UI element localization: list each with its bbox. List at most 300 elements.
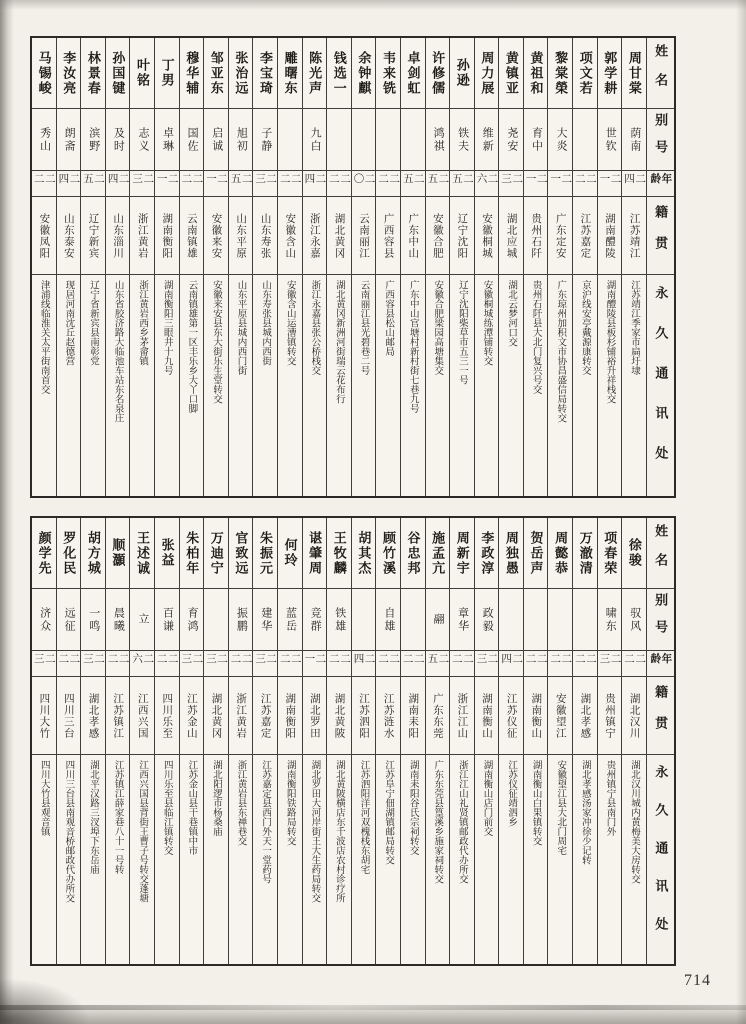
person-native-place: 湖北黄冈 <box>204 676 228 754</box>
person-alias <box>499 588 523 650</box>
person-native-place: 安徽合肥 <box>426 196 450 274</box>
person-column <box>326 518 351 964</box>
person-age: 二二 <box>278 650 302 676</box>
person-alias: 国佐 <box>180 108 204 170</box>
person-column <box>277 518 302 964</box>
person-age: 二三 <box>253 170 277 196</box>
person-alias <box>352 588 376 650</box>
person-address: 贵州石阡县大北门复兴号交 <box>524 274 548 496</box>
person-address: 湖北黄冈新洲河街瑞云花布行 <box>327 274 351 496</box>
person-alias: 蓝岳 <box>278 588 302 650</box>
person-column <box>32 518 56 964</box>
person-age: 二三 <box>180 650 204 676</box>
person-native-place: 江苏靖江 <box>622 196 646 274</box>
person-address: 浙江江山礼贤镇邮政代办所交 <box>450 754 474 964</box>
person-age: 二二 <box>278 170 302 196</box>
person-native-place: 湖北汉川 <box>622 676 646 754</box>
person-age: 二三 <box>253 650 277 676</box>
person-address: 江苏泗阳洋河双槐栈东胡宅 <box>352 754 376 964</box>
person-native-place: 山东平原 <box>229 196 253 274</box>
person-native-place: 江苏涟水 <box>376 676 400 754</box>
person-column <box>252 38 277 496</box>
person-age: 二一 <box>524 170 548 196</box>
person-column <box>597 518 622 964</box>
person-name: 王述诚 <box>135 530 150 576</box>
person-alias <box>352 108 376 170</box>
person-age: 二二 <box>401 650 425 676</box>
person-name: 卓剑虹 <box>405 50 421 96</box>
person-name: 马锡峻 <box>36 50 52 96</box>
person-native-place: 江西兴国 <box>130 676 154 754</box>
person-age: 二二 <box>327 650 351 676</box>
scan-edge-top <box>0 0 746 10</box>
person-native-place: 广西容县 <box>376 196 400 274</box>
person-alias: 大炎 <box>548 108 572 170</box>
header-native-place-label: 籍贯 <box>647 676 674 754</box>
person-native-place: 湖北孝感 <box>81 676 105 754</box>
person-age: 二二 <box>106 650 130 676</box>
person-age: 二二 <box>376 650 400 676</box>
person-address: 湖南醴陵县板杉铺裕升祥栈交 <box>598 274 622 496</box>
person-age: 二二 <box>450 650 474 676</box>
person-alias: 育中 <box>524 108 548 170</box>
person-age: 二二 <box>155 650 179 676</box>
person-column <box>302 518 327 964</box>
person-name: 官致远 <box>233 530 249 576</box>
person-address: 津浦线临淮关太平街南首交 <box>32 274 56 496</box>
person-alias: 荫南 <box>622 108 646 170</box>
person-age: 二二 <box>32 170 56 196</box>
person-name: 周力展 <box>479 50 495 96</box>
person-age: 二五 <box>81 170 105 196</box>
person-address: 安徽含山运漕镇转交 <box>278 274 302 496</box>
person-alias: 鸿祺 <box>426 108 450 170</box>
person-column <box>56 38 81 496</box>
person-name: 周懿恭 <box>553 530 569 576</box>
person-name: 邹亚东 <box>208 50 224 96</box>
person-native-place: 云南镇雄 <box>180 196 204 274</box>
person-column <box>326 38 351 496</box>
person-native-place: 贵州镇宁 <box>598 676 622 754</box>
person-column <box>56 518 81 964</box>
person-name: 顺灝 <box>110 538 126 568</box>
person-native-place: 湖北罗田 <box>303 676 327 754</box>
person-address: 四川大竹县观音镇 <box>32 754 56 964</box>
person-column <box>474 518 499 964</box>
person-column <box>80 38 105 496</box>
person-alias: 育鸿 <box>180 588 204 650</box>
header-column <box>646 38 674 496</box>
person-native-place: 湖南衡山 <box>475 676 499 754</box>
person-name: 黎棠榮 <box>553 50 569 96</box>
person-address: 辽宁沈阳柴草市五三一号 <box>450 274 474 496</box>
person-column <box>425 38 450 496</box>
person-alias <box>204 588 228 650</box>
person-alias: 子静 <box>253 108 277 170</box>
person-column <box>498 518 523 964</box>
person-age: 二四 <box>499 650 523 676</box>
person-name: 丁男 <box>159 58 175 88</box>
person-address: 安徽桐城练潭铺转交 <box>475 274 499 496</box>
person-alias: 启诚 <box>204 108 228 170</box>
person-age: 二二 <box>524 650 548 676</box>
person-name: 周独愚 <box>503 530 519 576</box>
person-address: 江苏金山县干巷镇中市 <box>180 754 204 964</box>
person-name: 雕曙东 <box>282 50 298 96</box>
person-column <box>400 518 425 964</box>
person-alias <box>401 588 425 650</box>
person-address: 湖北罗田大河岸街王大生药局转交 <box>303 754 327 964</box>
person-native-place: 湖南耒阳 <box>401 676 425 754</box>
person-name: 王牧麟 <box>331 530 347 576</box>
person-name: 穆华辅 <box>184 50 200 96</box>
header-name-label: 姓名 <box>653 44 669 102</box>
person-address: 山东寿张县城内西街 <box>253 274 277 496</box>
person-column <box>449 518 474 964</box>
person-alias: 九白 <box>303 108 327 170</box>
person-native-place: 江苏嘉定 <box>573 196 597 274</box>
person-column <box>572 38 597 496</box>
person-name: 韦来铣 <box>380 50 396 96</box>
person-column <box>203 38 228 496</box>
person-name: 顾竹溪 <box>380 530 396 576</box>
person-native-place: 安徽桐城 <box>475 196 499 274</box>
person-alias: 驭风 <box>622 588 646 650</box>
person-name: 张益 <box>159 538 175 568</box>
person-column <box>572 518 597 964</box>
person-age: 二一 <box>303 650 327 676</box>
person-age: 二三 <box>81 650 105 676</box>
person-native-place: 安徽来安 <box>204 196 228 274</box>
header-age-label: 年龄 <box>647 170 674 196</box>
person-native-place: 四川乐至 <box>155 676 179 754</box>
person-native-place: 江苏嘉定 <box>253 676 277 754</box>
person-age: 二三 <box>32 650 56 676</box>
person-column <box>80 518 105 964</box>
person-column <box>375 38 400 496</box>
person-native-place: 辽宁新宾 <box>81 196 105 274</box>
person-alias: 铁夫 <box>450 108 474 170</box>
person-address: 安徽来安县东大街乐生堂转交 <box>204 274 228 496</box>
person-alias: 尧安 <box>499 108 523 170</box>
person-native-place: 广东中山 <box>401 196 425 274</box>
person-native-place: 安徽望江 <box>548 676 572 754</box>
person-age: 二四 <box>106 170 130 196</box>
person-age: 二四 <box>622 170 646 196</box>
page-number: 714 <box>684 972 711 989</box>
person-name: 周新宇 <box>454 530 470 576</box>
person-alias: 翮 <box>426 588 450 650</box>
person-alias: 维新 <box>475 108 499 170</box>
person-alias <box>278 108 302 170</box>
person-name: 陈光声 <box>307 50 323 96</box>
person-age: 二二 <box>548 650 572 676</box>
person-address: 江苏仪征靖泗乡 <box>499 754 523 964</box>
person-native-place: 湖北应城 <box>499 196 523 274</box>
person-age: 二三 <box>130 170 154 196</box>
person-alias: 及时 <box>106 108 130 170</box>
person-age: 二五 <box>426 650 450 676</box>
person-native-place: 安徽凤阳 <box>32 196 56 274</box>
person-native-place: 江苏镇江 <box>106 676 130 754</box>
person-native-place: 山东淄川 <box>106 196 130 274</box>
person-age: 二六 <box>130 650 154 676</box>
person-address: 安徽合肥梁园高塘集交 <box>426 274 450 496</box>
person-alias <box>327 108 351 170</box>
person-alias: 振鹏 <box>229 588 253 650</box>
person-alias <box>376 108 400 170</box>
person-address: 江西兴国县背街王曹子号转交蓬塘 <box>130 754 154 964</box>
person-address: 贵州镇宁县南门外 <box>598 754 622 964</box>
person-column <box>523 38 548 496</box>
person-address: 京沪线安亭戴源康转交 <box>573 274 597 496</box>
person-column <box>498 38 523 496</box>
person-age: 二一 <box>155 170 179 196</box>
person-address: 江苏阜宁佃湖镇邮局转交 <box>376 754 400 964</box>
person-name: 胡方城 <box>85 530 101 576</box>
person-age: 二二 <box>622 650 646 676</box>
person-age: 二三 <box>598 650 622 676</box>
person-column <box>154 38 179 496</box>
person-column <box>129 518 154 964</box>
person-alias: 远征 <box>57 588 81 650</box>
person-address: 四川乐至县临江镇转交 <box>155 754 179 964</box>
person-alias: 铁雄 <box>327 588 351 650</box>
person-address: 广西容县松山邮局 <box>376 274 400 496</box>
person-age: 二四 <box>303 170 327 196</box>
person-column <box>547 38 572 496</box>
person-age: 二一 <box>204 170 228 196</box>
person-address: 浙江黄岩县东禅巷交 <box>229 754 253 964</box>
person-alias: 立 <box>130 588 154 650</box>
person-column <box>228 38 253 496</box>
person-address: 湖北汉川城内黄梅美大房转交 <box>622 754 646 964</box>
person-column <box>621 38 646 496</box>
person-name: 徐骏 <box>626 538 642 568</box>
person-column <box>105 518 130 964</box>
person-age: 二三 <box>499 170 523 196</box>
person-column <box>228 518 253 964</box>
person-native-place: 湖北孝感 <box>573 676 597 754</box>
person-native-place: 山东寿张 <box>253 196 277 274</box>
person-address: 广东东莞县篁溪乡施家祠转交 <box>426 754 450 964</box>
person-alias <box>524 588 548 650</box>
person-name: 万迪宁 <box>208 530 224 576</box>
person-column <box>351 38 376 496</box>
person-address: 湖北阳逻市杨桑庙 <box>204 754 228 964</box>
person-address: 山东平原县城内西门街 <box>229 274 253 496</box>
person-column <box>425 518 450 964</box>
person-name: 李汝亮 <box>61 50 77 96</box>
person-name: 颜学先 <box>36 530 52 576</box>
person-column <box>203 518 228 964</box>
scan-corner-smudge <box>0 978 90 1024</box>
person-address: 山东省胶济路大临池车站东名泉庄 <box>106 274 130 496</box>
person-address: 浙江黄岩西乡茅畲镇 <box>130 274 154 496</box>
person-name: 罗化民 <box>61 530 77 576</box>
person-age: 二五 <box>450 170 474 196</box>
person-address: 辽宁省新宾县南彰党 <box>81 274 105 496</box>
person-alias <box>548 588 572 650</box>
person-address: 湖南衡山店门前交 <box>475 754 499 964</box>
header-address-label: 永久通讯处 <box>647 274 674 496</box>
person-native-place: 浙江黄岩 <box>229 676 253 754</box>
header-column <box>646 518 674 964</box>
person-alias: 滨野 <box>81 108 105 170</box>
person-address: 云南丽江县光碧巷二号 <box>352 274 376 496</box>
header-native-place-label: 籍贯 <box>647 196 674 274</box>
person-name: 孙国键 <box>110 50 126 96</box>
person-native-place: 江苏仪征 <box>499 676 523 754</box>
person-native-place: 云南丽江 <box>352 196 376 274</box>
person-alias: 世钦 <box>598 108 622 170</box>
directory-table-top <box>30 36 676 498</box>
person-address: 湖北云梦河口交 <box>499 274 523 496</box>
person-age: 二五 <box>229 170 253 196</box>
person-address: 湖北孝感汤家冲徐少记转 <box>573 754 597 964</box>
person-column <box>547 518 572 964</box>
person-native-place: 湖北黄冈 <box>327 196 351 274</box>
person-name: 钱选一 <box>331 50 347 96</box>
person-address: 湖北黄陂横店东千波店农村诊疗所 <box>327 754 351 964</box>
person-alias <box>573 108 597 170</box>
person-column <box>400 38 425 496</box>
person-address: 广东琼州加积文市协昌盛信局转交 <box>548 274 572 496</box>
person-alias: 自雄 <box>376 588 400 650</box>
header-alias-label: 别号 <box>647 108 674 170</box>
person-native-place: 山东泰安 <box>57 196 81 274</box>
person-alias: 百谦 <box>155 588 179 650</box>
scan-edge-right <box>736 0 746 1024</box>
person-name: 项文若 <box>577 50 593 96</box>
person-name: 朱柏年 <box>184 530 200 576</box>
person-name: 谷忠邦 <box>405 530 421 576</box>
person-native-place: 湖北黄陂 <box>327 676 351 754</box>
person-column <box>523 518 548 964</box>
person-name: 张治远 <box>233 50 249 96</box>
person-address: 江苏镇江薛家巷八十一号转 <box>106 754 130 964</box>
person-age: 二一 <box>598 170 622 196</box>
person-address: 湖南衡阳三眼井十九号 <box>155 274 179 496</box>
person-name: 朱振元 <box>257 530 273 576</box>
person-address: 江苏嘉定县西门外天一堂药号 <box>253 754 277 964</box>
person-address: 云南镇雄第一区丰乐乡大丫口脚 <box>180 274 204 496</box>
person-age: 二二 <box>327 170 351 196</box>
person-name: 许修儒 <box>430 50 446 96</box>
person-age: 二六 <box>475 170 499 196</box>
person-alias: 秀山 <box>32 108 56 170</box>
person-alias: 朗斋 <box>57 108 81 170</box>
person-name: 施孟亢 <box>430 530 446 576</box>
person-name: 郭学耕 <box>602 50 618 96</box>
person-address: 江苏靖江季家市扁圩埭 <box>622 274 646 496</box>
person-alias: 卓琳 <box>155 108 179 170</box>
person-native-place: 四川三台 <box>57 676 81 754</box>
header-name-label: 姓名 <box>653 524 669 582</box>
person-name: 项春荣 <box>602 530 618 576</box>
person-alias: 旭初 <box>229 108 253 170</box>
person-age: 二二 <box>57 650 81 676</box>
person-address: 湖南衡山白果镇转交 <box>524 754 548 964</box>
person-column <box>154 518 179 964</box>
person-name: 孙逊 <box>454 58 470 88</box>
person-name: 谌肇周 <box>307 530 323 576</box>
person-column <box>129 38 154 496</box>
person-age: 二〇 <box>352 170 376 196</box>
person-age: 二四 <box>57 170 81 196</box>
person-name: 李政淳 <box>479 530 495 576</box>
person-alias: 志义 <box>130 108 154 170</box>
header-alias-label: 别号 <box>647 588 674 650</box>
person-alias: 一鸣 <box>81 588 105 650</box>
person-native-place: 湖南衡阳 <box>278 676 302 754</box>
person-alias <box>401 108 425 170</box>
person-address: 湖南耒阳谷氏宗祠转交 <box>401 754 425 964</box>
person-age: 二二 <box>573 170 597 196</box>
person-native-place: 浙江黄岩 <box>130 196 154 274</box>
person-age: 二一 <box>548 170 572 196</box>
person-native-place: 江苏金山 <box>180 676 204 754</box>
person-column <box>277 38 302 496</box>
person-column <box>179 38 204 496</box>
person-alias: 章华 <box>450 588 474 650</box>
person-native-place: 湖南衡山 <box>524 676 548 754</box>
person-name: 万澈清 <box>577 530 593 576</box>
person-age: 二二 <box>376 170 400 196</box>
person-native-place: 湖南醴陵 <box>598 196 622 274</box>
person-name: 余钟麒 <box>356 50 372 96</box>
person-native-place: 四川大竹 <box>32 676 56 754</box>
person-column <box>179 518 204 964</box>
scan-streak-artifact <box>0 1005 746 1010</box>
person-age: 二二 <box>229 650 253 676</box>
person-native-place: 辽宁沈阳 <box>450 196 474 274</box>
person-age: 二二 <box>180 170 204 196</box>
person-native-place: 安徽含山 <box>278 196 302 274</box>
person-name: 胡其杰 <box>356 530 372 576</box>
person-alias: 啸东 <box>598 588 622 650</box>
person-age: 二四 <box>352 650 376 676</box>
person-address: 浙江永嘉县张公桥栈交 <box>303 274 327 496</box>
person-native-place: 广东定安 <box>548 196 572 274</box>
person-column <box>302 38 327 496</box>
person-column <box>621 518 646 964</box>
person-column <box>474 38 499 496</box>
person-age: 二五 <box>401 170 425 196</box>
person-column <box>375 518 400 964</box>
person-age: 二三 <box>204 650 228 676</box>
person-alias: 竞群 <box>303 588 327 650</box>
person-alias: 建华 <box>253 588 277 650</box>
person-alias <box>573 588 597 650</box>
person-native-place: 浙江江山 <box>450 676 474 754</box>
person-alias: 政毅 <box>475 588 499 650</box>
header-address-label: 永久通讯处 <box>647 754 674 964</box>
person-name: 李宝琦 <box>257 50 273 96</box>
person-address: 湖北平汉路三汊埠下东岳庙 <box>81 754 105 964</box>
person-native-place: 广东东莞 <box>426 676 450 754</box>
person-name: 黄镇亚 <box>503 50 519 96</box>
person-address: 现居河南沈丘赵德营 <box>57 274 81 496</box>
person-age: 二二 <box>573 650 597 676</box>
scan-edge-bottom <box>0 1004 746 1024</box>
person-age: 二五 <box>426 170 450 196</box>
person-native-place: 湖南衡阳 <box>155 196 179 274</box>
person-column <box>351 518 376 964</box>
person-address: 湖南衡阳铁路局转交 <box>278 754 302 964</box>
person-column <box>597 38 622 496</box>
person-address: 广东中山官塘村新村街七巷九号 <box>401 274 425 496</box>
